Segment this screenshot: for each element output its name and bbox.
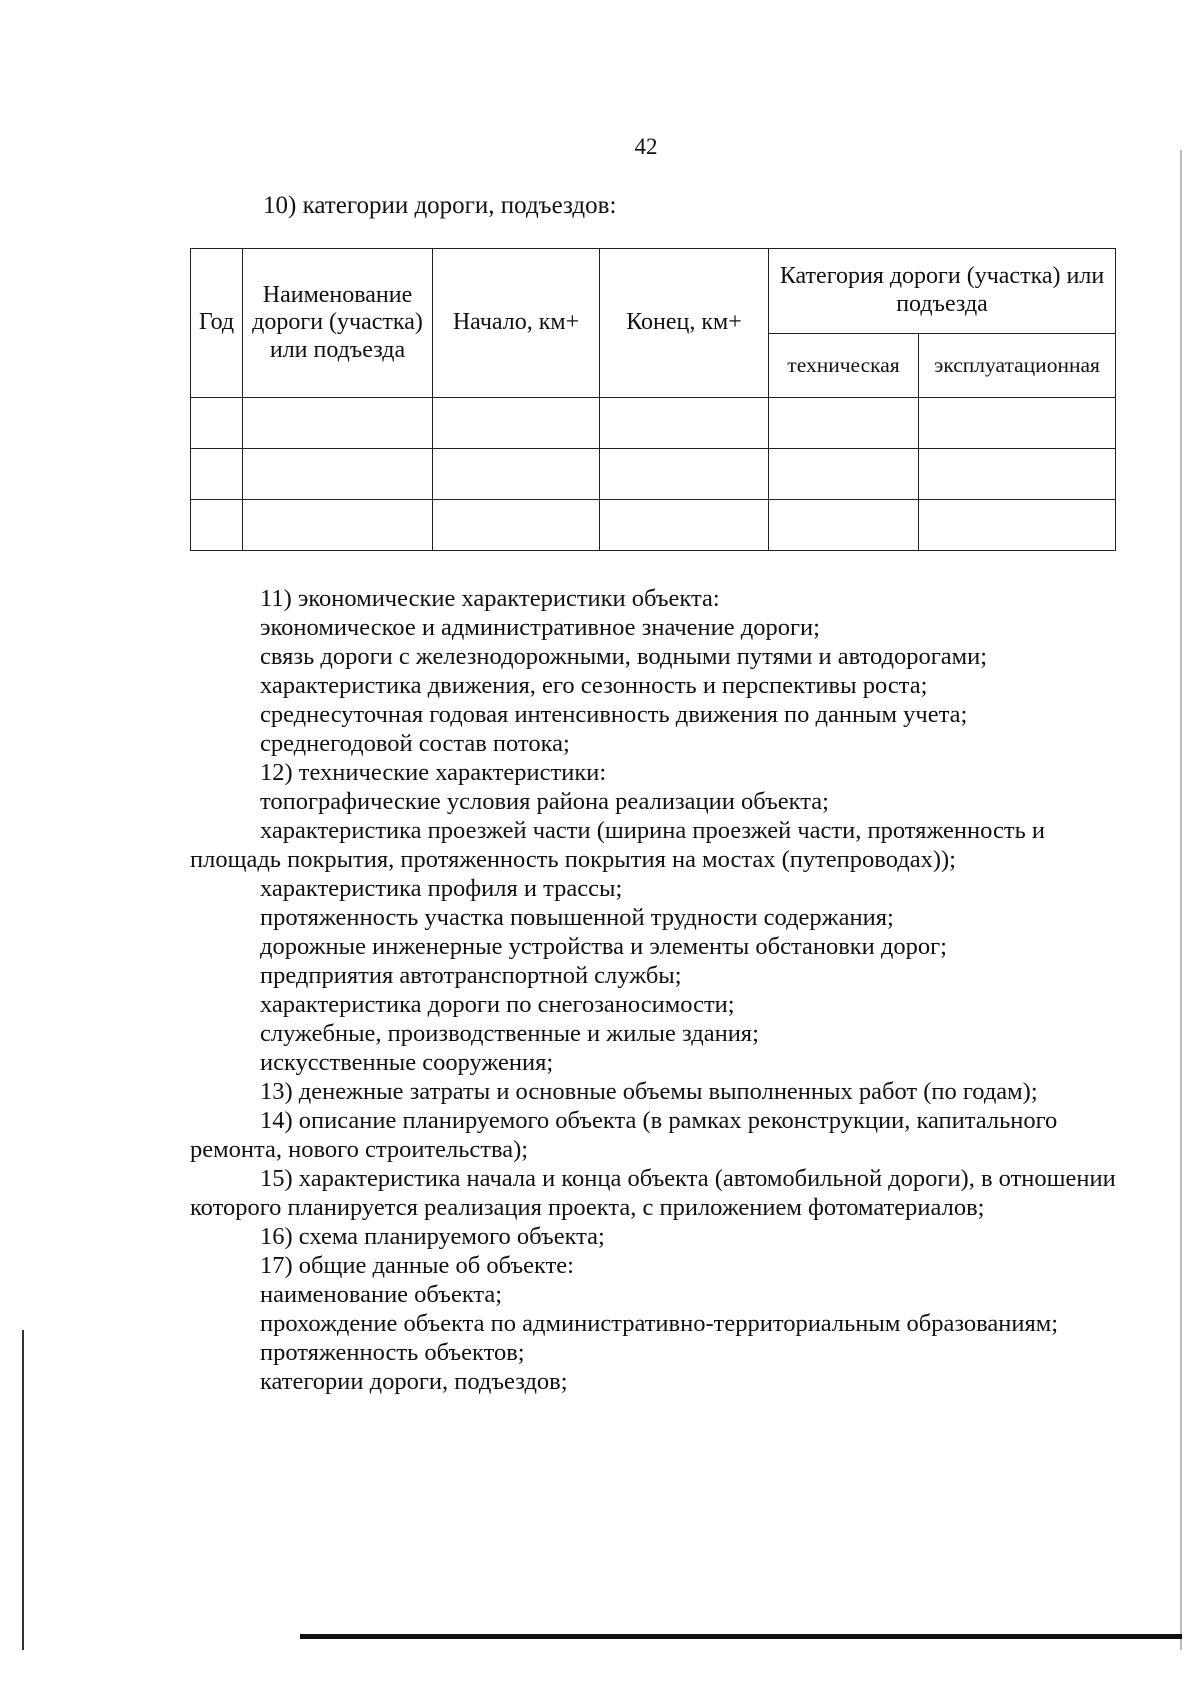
- paragraph: характеристика дороги по снегозаносимости;: [260, 991, 735, 1018]
- paragraph: предприятия автотранспортной службы;: [260, 962, 682, 989]
- paragraph: 14) описание планируемого объекта (в рамках реконструкции, капитального ремонта, нового строительства);: [190, 1107, 1058, 1163]
- table-cell: [600, 449, 769, 500]
- table-cell: [769, 449, 919, 500]
- table-cell: [600, 500, 769, 551]
- road-category-table: [190, 248, 1116, 551]
- table-cell: [600, 398, 769, 449]
- paragraph: характеристика движения, его сезонность и перспективы роста;: [260, 672, 928, 699]
- header-name: Наименование дороги (участка) или подъезда: [243, 249, 433, 398]
- table-cell: [191, 398, 243, 449]
- table-body: [191, 398, 1116, 551]
- body-text: [190, 584, 1125, 1396]
- paragraph: топографические условия района реализации объекта;: [260, 788, 829, 815]
- paragraph: характеристика профиля и трассы;: [260, 875, 623, 902]
- paragraph: 12) технические характеристики:: [260, 759, 607, 786]
- table-cell: [769, 500, 919, 551]
- table-row: [191, 449, 1116, 500]
- paragraph: 15) характеристика начала и конца объекта (автомобильной дороги), в отношении которого планируется реализация проекта, с приложением фотоматериалов;: [190, 1165, 1116, 1221]
- table-cell: [433, 449, 600, 500]
- paragraph: экономическое и административное значение дороги;: [260, 614, 820, 641]
- scan-margin-line: [22, 1330, 24, 1650]
- paragraph: среднегодовой состав потока;: [260, 730, 570, 757]
- table-cell: [919, 449, 1116, 500]
- table-row: [191, 500, 1116, 551]
- paragraph: среднесуточная годовая интенсивность движения по данным учета;: [260, 701, 968, 728]
- paragraph: 17) общие данные об объекте:: [260, 1252, 574, 1279]
- paragraph: прохождение объекта по административно-территориальным образованиям;: [260, 1310, 1059, 1337]
- paragraph: характеристика проезжей части (ширина проезжей части, протяженность и площадь покрытия, протяженность покрытия на мостах (путепроводах));: [190, 817, 1045, 873]
- paragraph: протяженность участка повышенной трудности содержания;: [260, 904, 894, 931]
- table-cell: [769, 398, 919, 449]
- scan-bottom-line: [300, 1634, 1182, 1639]
- paragraph: 11) экономические характеристики объекта:: [260, 585, 720, 612]
- paragraph: протяженность объектов;: [260, 1339, 525, 1366]
- table-cell: [433, 500, 600, 551]
- table-cell: [191, 500, 243, 551]
- header-year: Год: [191, 249, 243, 398]
- table-cell: [243, 398, 433, 449]
- table-cell: [191, 449, 243, 500]
- header-end: Конец, км+: [600, 249, 769, 398]
- section-title: 10) категории дороги, подъездов:: [263, 192, 617, 219]
- table-cell: [433, 398, 600, 449]
- table-row: [191, 398, 1116, 449]
- paragraph: 13) денежные затраты и основные объемы выполненных работ (по годам);: [260, 1078, 1038, 1105]
- header-start: Начало, км+: [433, 249, 600, 398]
- paragraph: служебные, производственные и жилые здания;: [260, 1020, 759, 1047]
- paragraph: категории дороги, подъездов;: [260, 1368, 568, 1395]
- table-cell: [919, 500, 1116, 551]
- scan-edge-line: [1180, 150, 1182, 1650]
- header-technical: техническая: [769, 334, 919, 398]
- table-cell: [243, 449, 433, 500]
- paragraph: наименование объекта;: [260, 1281, 503, 1308]
- header-operational: эксплуатационная: [919, 334, 1116, 398]
- header-category: Категория дороги (участка) или подъезда: [769, 249, 1116, 334]
- page-number: 42: [634, 134, 658, 159]
- table-cell: [243, 500, 433, 551]
- paragraph: дорожные инженерные устройства и элементы обстановки дорог;: [260, 933, 947, 960]
- table-cell: [919, 398, 1116, 449]
- paragraph: связь дороги с железнодорожными, водными путями и автодорогами;: [260, 643, 988, 670]
- paragraph: искусственные сооружения;: [260, 1049, 554, 1076]
- paragraph: 16) схема планируемого объекта;: [260, 1223, 605, 1250]
